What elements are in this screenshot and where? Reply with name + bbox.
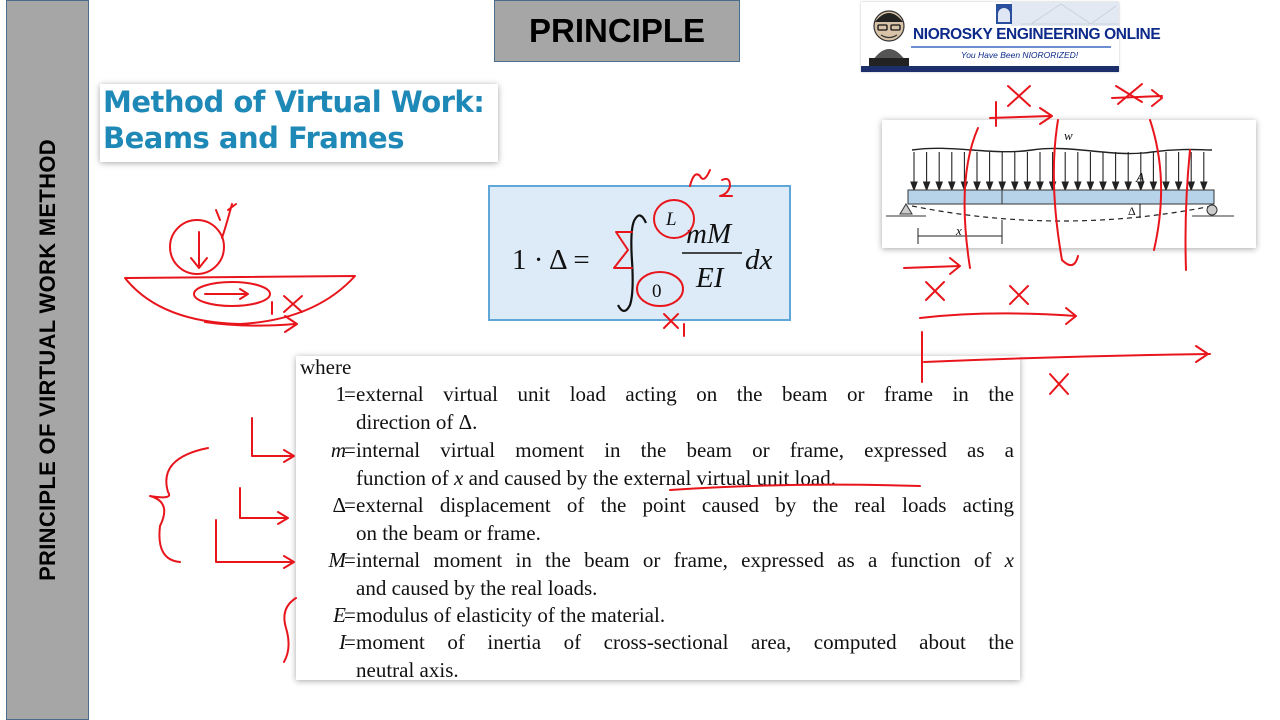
- load-curve: [912, 148, 1212, 153]
- symbol-delta: Δ: [332, 493, 346, 517]
- load-arrow-head: [1201, 182, 1207, 190]
- load-arrow-head: [1113, 182, 1119, 190]
- side-banner: [6, 0, 89, 720]
- arrow-to-m: [252, 418, 294, 462]
- load-arrow-head: [936, 182, 942, 190]
- sketch-moment-arrow: [205, 289, 248, 299]
- sketch-load-circle: [170, 220, 224, 274]
- where-label: where: [300, 355, 352, 379]
- distributed-load-arrows: [911, 152, 1207, 190]
- sketch-bottom-arrow: [205, 316, 297, 332]
- load-arrow-head: [1163, 182, 1169, 190]
- load-arrow-head: [1037, 182, 1043, 190]
- load-arrow-head: [1087, 182, 1093, 190]
- variable-x: x: [453, 466, 464, 490]
- definition-text-cont: on the beam or frame.: [356, 521, 541, 545]
- load-arrow-head: [961, 182, 967, 190]
- variable-x: x: [1004, 548, 1014, 572]
- symbol-M: M: [328, 548, 346, 572]
- equals-sign: =: [344, 548, 356, 572]
- symbol-unit-load: 1: [335, 382, 346, 406]
- symbol-I: I: [339, 630, 346, 654]
- equation-lhs: 1 · Δ =: [512, 244, 590, 276]
- load-arrow-head: [911, 182, 917, 190]
- logo-title: NIOROSKY ENGINEERING ONLINE: [913, 26, 1161, 43]
- formula-card: [488, 185, 791, 321]
- load-arrow-head: [1075, 182, 1081, 190]
- title-card: [100, 84, 498, 162]
- definition-text-cont: [356, 466, 836, 491]
- sketch-x-mark-2: [1010, 286, 1028, 304]
- load-arrow-head: [1062, 182, 1068, 190]
- load-arrow-head: [924, 182, 930, 190]
- x-label: x: [956, 223, 962, 238]
- sketch-1y-label: [216, 204, 236, 238]
- load-arrow-head: [1012, 182, 1018, 190]
- virtual-work-equation: [490, 187, 789, 319]
- logo-tagline: You Have Been NIORORIZED!: [961, 50, 1079, 60]
- definition-text: internal virtual moment in the beam or frame, expressed as a: [356, 438, 1014, 462]
- sketch-arrow-x-1: [904, 258, 960, 274]
- channel-logo: [861, 2, 1161, 72]
- sketch-top-arrow-2: [1112, 90, 1162, 106]
- lower-limit: 0: [652, 281, 662, 302]
- sketch-moment-ellipse: [194, 282, 270, 306]
- load-arrow-head: [949, 182, 955, 190]
- bracket-E-I: [284, 598, 296, 662]
- symbol-m: m: [330, 438, 346, 462]
- definition-text: external displacement of the point caused by the real loads acting: [356, 493, 1014, 517]
- definition-text-cont: direction of Δ.: [356, 410, 478, 434]
- load-arrow-head: [1024, 182, 1030, 190]
- sketch-curly-brace: [150, 448, 208, 562]
- load-arrow-head: [974, 182, 980, 190]
- sketch-beam-outline: [125, 276, 355, 324]
- definitions-card: [296, 356, 1020, 680]
- beam-figure-card: [882, 120, 1256, 248]
- load-label: w: [1064, 128, 1073, 143]
- sketch-1x-label: [272, 296, 302, 314]
- load-arrow-head: [1125, 182, 1131, 190]
- load-arrow-head: [1150, 182, 1156, 190]
- differential: dx: [745, 244, 773, 276]
- beam: [908, 190, 1214, 204]
- load-arrow-head: [1050, 182, 1056, 190]
- side-title: PRINCIPLE OF VIRTUAL WORK METHOD: [34, 139, 60, 581]
- equals-sign: =: [344, 438, 356, 462]
- definition-text-cont: and caused by the real loads.: [356, 576, 598, 600]
- pin-support-left: [900, 204, 912, 214]
- definition-text: [356, 548, 1014, 573]
- symbol-E: E: [333, 603, 346, 627]
- integral-sign: [618, 215, 646, 311]
- roller-support-right: [1207, 205, 1217, 215]
- title-line-2: Beams and Frames: [103, 121, 404, 155]
- definition-text: external virtual unit load acting on the beam or frame in the: [356, 382, 1014, 406]
- load-arrow-head: [999, 182, 1005, 190]
- equals-sign: =: [344, 603, 356, 627]
- point-a-label: A: [1136, 171, 1145, 186]
- equals-sign: =: [344, 382, 356, 406]
- beam-figure: [882, 120, 1256, 248]
- fraction-denominator: EI: [696, 262, 724, 294]
- load-arrow-head: [1100, 182, 1106, 190]
- arrow-to-delta: [240, 488, 288, 524]
- equals-sign: =: [344, 493, 356, 517]
- principle-header: PRINCIPLE: [494, 0, 740, 62]
- text-part: internal moment in the beam or frame, expressed as a function of: [356, 548, 1005, 572]
- delta-label: Δ: [1128, 204, 1136, 218]
- sketch-down-arrow: [191, 232, 207, 268]
- definition-text-cont: neutral axis.: [356, 658, 459, 682]
- deflected-shape: [912, 206, 1212, 221]
- equals-sign: =: [344, 630, 356, 654]
- sketch-x-mark-1: [926, 282, 944, 300]
- definition-text: moment of inertia of cross-sectional area, computed about the: [356, 630, 1014, 654]
- sketch-top-x-2: [1116, 84, 1142, 104]
- fraction-numerator: mM: [686, 218, 732, 250]
- text-part: and caused by the external virtual unit load.: [463, 466, 836, 490]
- text-part: function of: [356, 466, 454, 490]
- title-line-1: Method of Virtual Work:: [103, 85, 485, 119]
- sketch-x-mark-3: [1050, 374, 1068, 394]
- load-arrow-head: [1188, 182, 1194, 190]
- definition-text: modulus of elasticity of the material.: [356, 603, 666, 627]
- arrow-to-M: [216, 520, 294, 568]
- sketch-arrow-x-2: [920, 308, 1076, 324]
- upper-limit: L: [666, 209, 677, 230]
- load-arrow-head: [1176, 182, 1182, 190]
- load-arrow-head: [987, 182, 993, 190]
